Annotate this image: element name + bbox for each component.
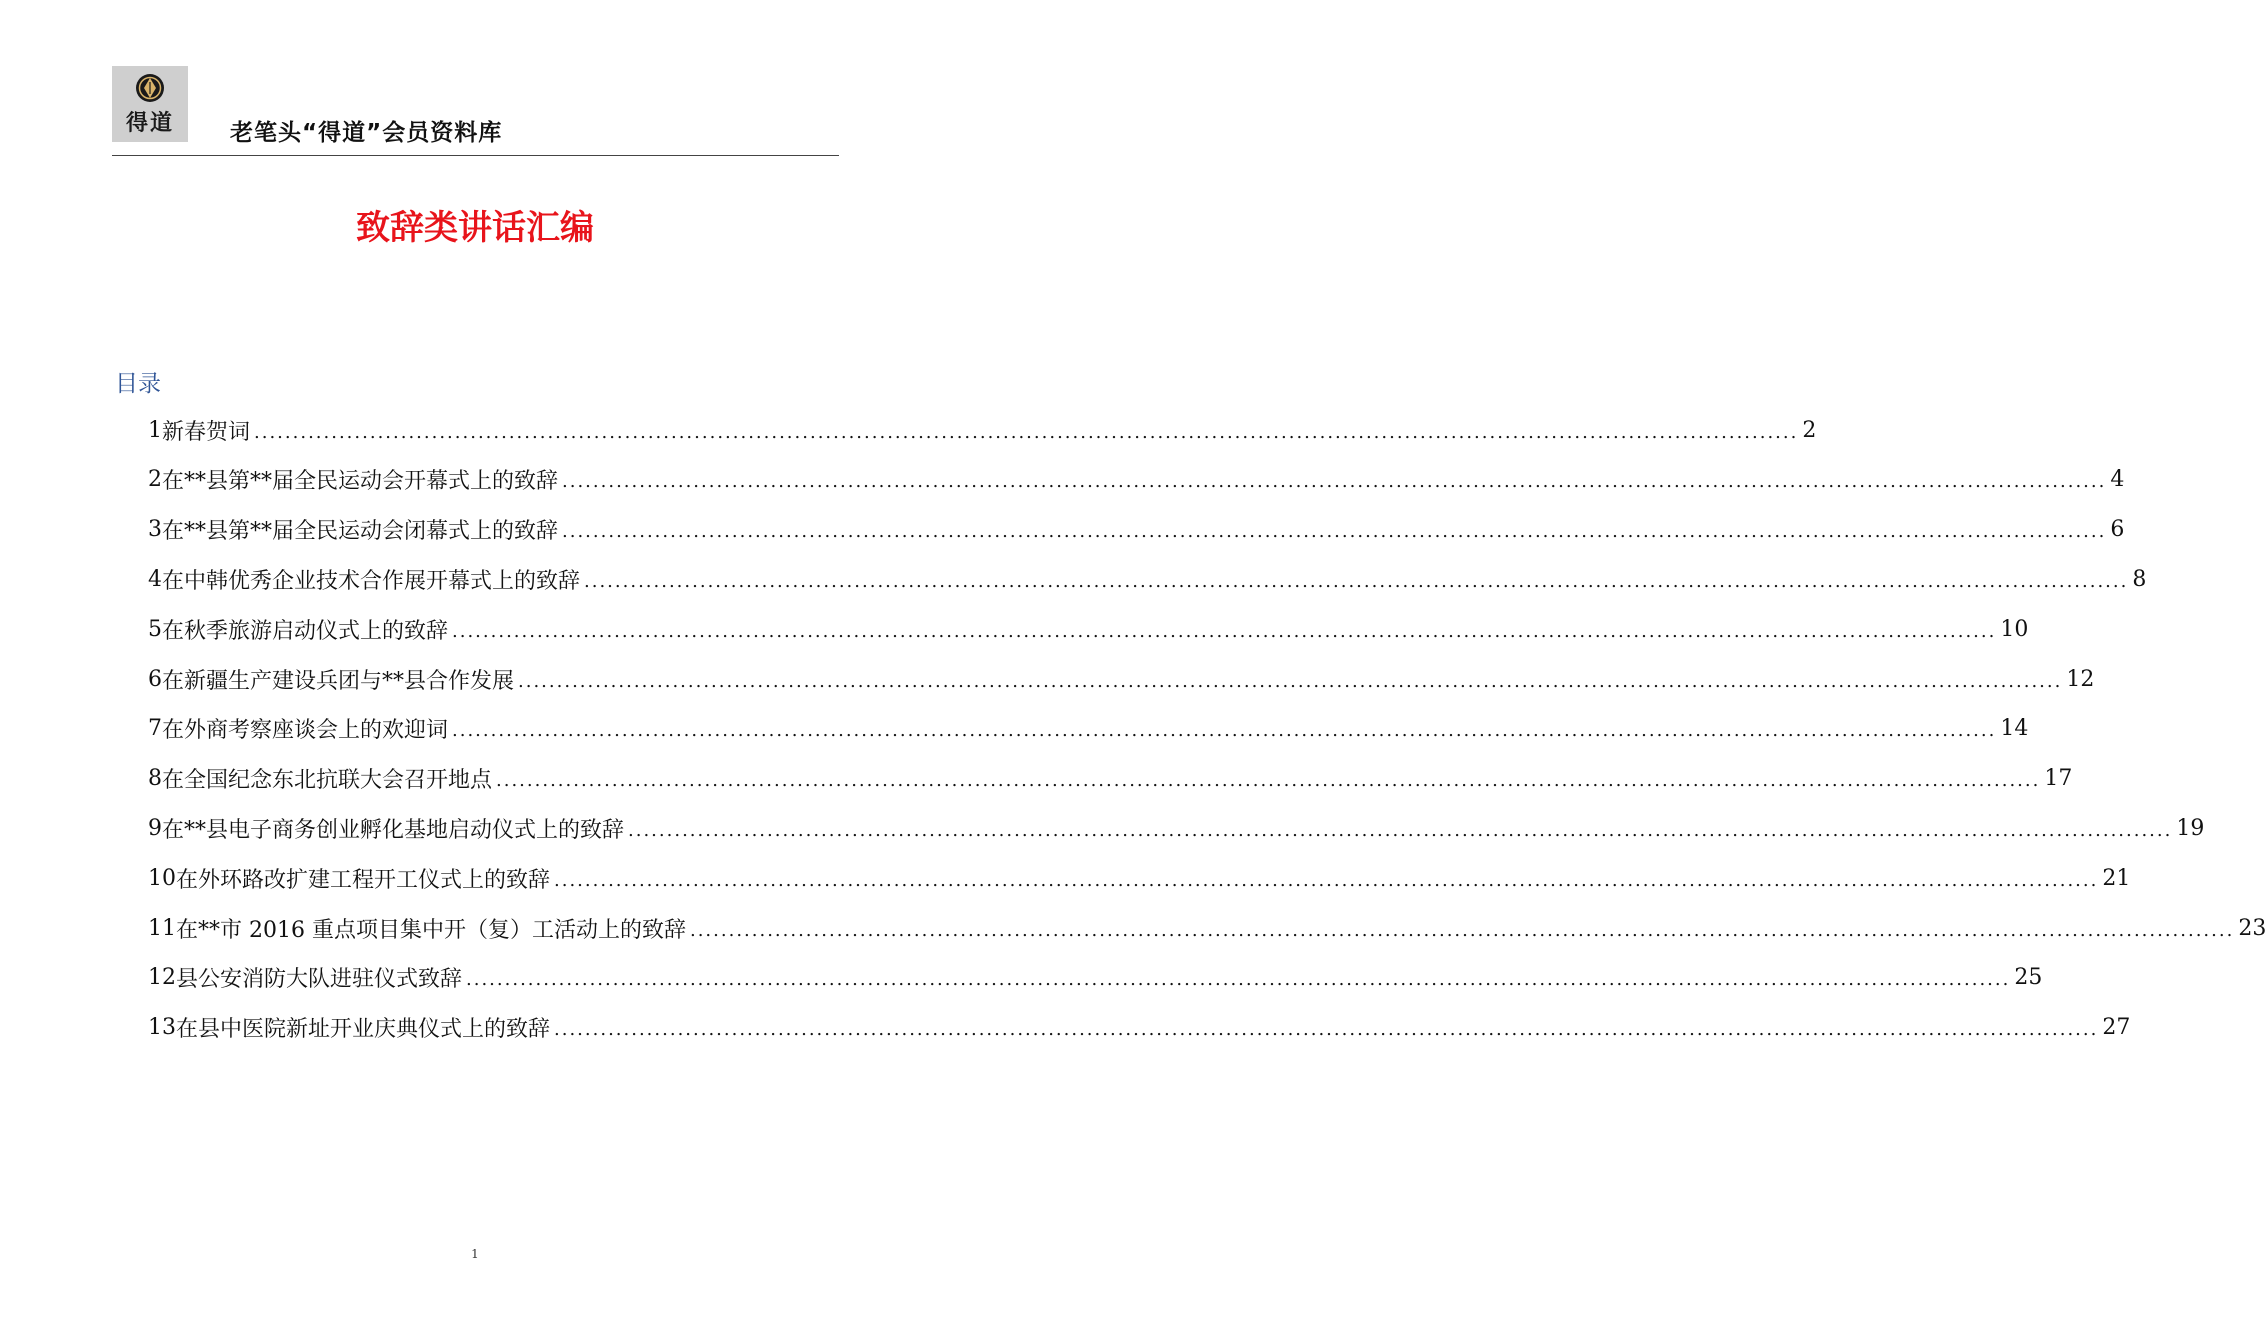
- toc-item-page: 6: [2110, 517, 2125, 543]
- toc-item-title: 在全国纪念东北抗联大会召开地点: [162, 768, 493, 794]
- toc-item-number: 5: [148, 616, 162, 642]
- toc-item-title: 在外环路改扩建工程开工仪式上的致辞: [176, 867, 551, 893]
- toc-item-number: 12: [148, 965, 176, 991]
- toc-dot-leader: ........................................................................................................................................................................................................: [452, 620, 1997, 642]
- toc-item-page: 17: [2044, 766, 2073, 792]
- toc-item-title: 在**市 2016 重点项目集中开（复）工活动上的致辞: [176, 917, 686, 943]
- toc-item-number: 13: [148, 1015, 176, 1041]
- toc-item[interactable]: [148, 704, 2029, 754]
- toc-item-title: 在**县第**届全民运动会闭幕式上的致辞: [162, 519, 559, 545]
- toc-item-title: 在秋季旅游启动仪式上的致辞: [162, 618, 449, 644]
- toc-item-page: 10: [2000, 616, 2029, 642]
- toc-item-number: 1: [148, 417, 162, 443]
- toc-dot-leader: ........................................................................................................................................................................................................: [518, 670, 2063, 692]
- toc-item-title: 在中韩优秀企业技术合作展开幕式上的致辞: [162, 568, 581, 594]
- toc-item-page: 8: [2132, 566, 2147, 592]
- toc-item-page: 4: [2110, 467, 2125, 493]
- logo: [112, 66, 188, 142]
- toc-item[interactable]: [148, 1003, 2131, 1053]
- toc-dot-leader: ........................................................................................................................................................................................................: [554, 869, 2099, 891]
- toc-item-page: 23: [2238, 915, 2266, 941]
- toc-item-page: 25: [2014, 965, 2043, 991]
- toc-heading: 目录: [115, 371, 161, 397]
- toc-item-title: 在**县第**届全民运动会开幕式上的致辞: [162, 469, 559, 495]
- toc-item-title: 在外商考察座谈会上的欢迎词: [162, 718, 449, 744]
- toc-item-number: 11: [148, 915, 176, 941]
- toc-item[interactable]: [148, 505, 2125, 555]
- toc-item-page: 2: [1802, 417, 1817, 443]
- toc-item-number: 10: [148, 865, 176, 891]
- header-title: 老笔头“得道”会员资料库: [230, 120, 503, 146]
- toc-dot-leader: ........................................................................................................................................................................................................: [689, 919, 2235, 941]
- toc-dot-leader: ........................................................................................................................................................................................................: [628, 819, 2173, 841]
- page-number: 1: [471, 1247, 479, 1261]
- header-divider: [112, 155, 839, 156]
- toc-item-number: 6: [148, 666, 162, 692]
- toc-dot-leader: ........................................................................................................................................................................................................: [554, 1019, 2099, 1041]
- toc-item-title: 在县中医院新址开业庆典仪式上的致辞: [176, 1017, 551, 1043]
- toc-dot-leader: ........................................................................................................................................................................................................: [496, 770, 2041, 792]
- toc-item[interactable]: [148, 604, 2029, 654]
- toc-item[interactable]: [148, 554, 2147, 604]
- toc-dot-leader: ........................................................................................................................................................................................................: [562, 471, 2107, 493]
- toc-item[interactable]: [148, 754, 2073, 804]
- toc-item-number: 3: [148, 517, 162, 543]
- toc-dot-leader: ........................................................................................................................................................................................................: [254, 421, 1799, 443]
- toc-item[interactable]: [148, 405, 1817, 455]
- toc-dot-leader: ........................................................................................................................................................................................................: [466, 969, 2011, 991]
- toc-item-number: 9: [148, 815, 162, 841]
- document-title: 致辞类讲话汇编: [356, 208, 594, 248]
- logo-text: 得道: [125, 110, 174, 136]
- toc-item-number: 8: [148, 766, 162, 792]
- toc-item-page: 14: [2000, 716, 2029, 742]
- toc-item[interactable]: [148, 953, 2043, 1003]
- toc-dot-leader: ........................................................................................................................................................................................................: [562, 521, 2107, 543]
- toc-dot-leader: ........................................................................................................................................................................................................: [452, 720, 1997, 742]
- toc-item-page: 27: [2102, 1015, 2131, 1041]
- toc-item-title: 县公安消防大队进驻仪式致辞: [176, 967, 463, 993]
- toc-dot-leader: ........................................................................................................................................................................................................: [584, 570, 2129, 592]
- toc-item-number: 2: [148, 467, 162, 493]
- toc-item-number: 7: [148, 716, 162, 742]
- toc-item-page: 21: [2102, 865, 2131, 891]
- toc-item-page: 19: [2176, 815, 2205, 841]
- toc-item[interactable]: [148, 853, 2131, 903]
- toc-item[interactable]: [148, 903, 2266, 953]
- toc-item[interactable]: [148, 654, 2095, 704]
- toc-item-title: 在新疆生产建设兵团与**县合作发展: [162, 668, 515, 694]
- toc-item-title: 在**县电子商务创业孵化基地启动仪式上的致辞: [162, 817, 625, 843]
- toc-item[interactable]: [148, 803, 2205, 853]
- toc-item-page: 12: [2066, 666, 2095, 692]
- toc-item-number: 4: [148, 566, 162, 592]
- toc-item[interactable]: [148, 455, 2125, 505]
- toc-item-title: 新春贺词: [162, 419, 251, 445]
